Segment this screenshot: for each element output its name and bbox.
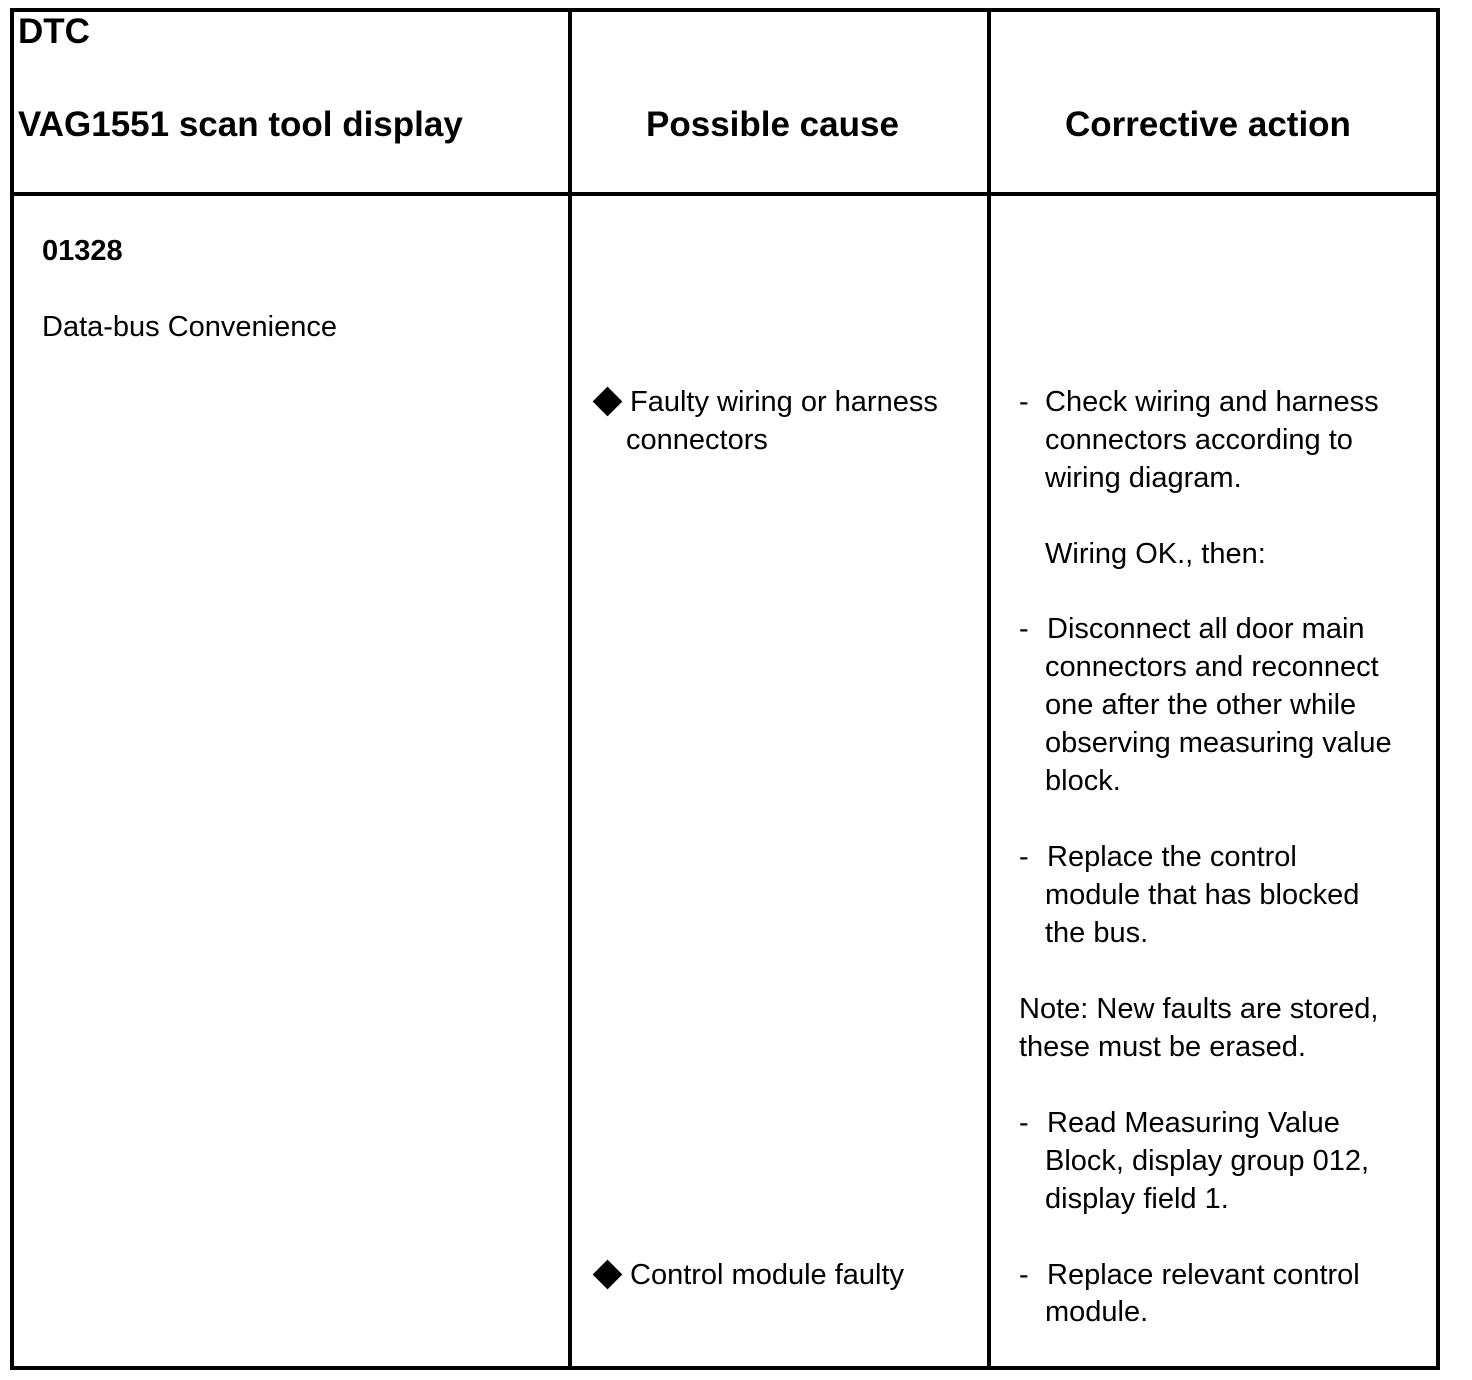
dtc-code: 01328 bbox=[42, 235, 123, 267]
action-read-mvb-line-1: Read Measuring Value bbox=[1047, 1107, 1340, 1139]
header-possible-cause: Possible cause bbox=[646, 105, 899, 144]
action-note-line-1: Note: New faults are stored, bbox=[1019, 993, 1379, 1025]
action-disconnect-line-5: block. bbox=[1045, 765, 1121, 797]
action-note-line-2: these must be erased. bbox=[1019, 1031, 1306, 1063]
dash-bullet: - bbox=[1019, 1259, 1029, 1291]
action-check-wiring-line-3: wiring diagram. bbox=[1045, 462, 1242, 494]
action-read-mvb-line-2: Block, display group 012, bbox=[1045, 1145, 1370, 1177]
dtc-description: Data-bus Convenience bbox=[42, 311, 338, 343]
action-check-wiring-line-1: Check wiring and harness bbox=[1045, 386, 1379, 418]
cause-faulty-wiring-line-1: Faulty wiring or harness bbox=[630, 386, 938, 418]
cause-faulty-wiring-line-2: connectors bbox=[626, 424, 768, 456]
action-read-mvb-line-3: display field 1. bbox=[1045, 1183, 1229, 1215]
action-replace-blocking-line-2: module that has blocked bbox=[1045, 879, 1360, 911]
action-disconnect-line-4: observing measuring value bbox=[1045, 727, 1392, 759]
action-disconnect-line-2: connectors and reconnect bbox=[1045, 651, 1379, 683]
dash-bullet: - bbox=[1019, 1107, 1029, 1139]
dash-bullet: - bbox=[1019, 841, 1029, 873]
cause-control-module-faulty: Control module faulty bbox=[630, 1259, 905, 1291]
header-divider bbox=[14, 192, 1436, 196]
action-check-wiring-line-2: connectors according to bbox=[1045, 424, 1353, 456]
action-disconnect-line-3: one after the other while bbox=[1045, 689, 1357, 721]
header-dtc: DTC bbox=[18, 12, 90, 51]
column-divider-2 bbox=[987, 12, 991, 1366]
action-replace-relevant-line-1: Replace relevant control bbox=[1047, 1259, 1360, 1291]
action-replace-relevant-line-2: module. bbox=[1045, 1296, 1149, 1328]
action-wiring-ok: Wiring OK., then: bbox=[1045, 538, 1266, 570]
dash-bullet: - bbox=[1019, 386, 1029, 418]
action-replace-blocking-line-3: the bus. bbox=[1045, 917, 1149, 949]
header-scan-tool-display: VAG1551 scan tool display bbox=[18, 105, 463, 144]
action-replace-blocking-line-1: Replace the control bbox=[1047, 841, 1297, 873]
dash-bullet: - bbox=[1019, 613, 1029, 645]
action-disconnect-line-1: Disconnect all door main bbox=[1047, 613, 1365, 645]
header-corrective-action: Corrective action bbox=[1065, 105, 1351, 144]
column-divider-1 bbox=[568, 12, 572, 1366]
